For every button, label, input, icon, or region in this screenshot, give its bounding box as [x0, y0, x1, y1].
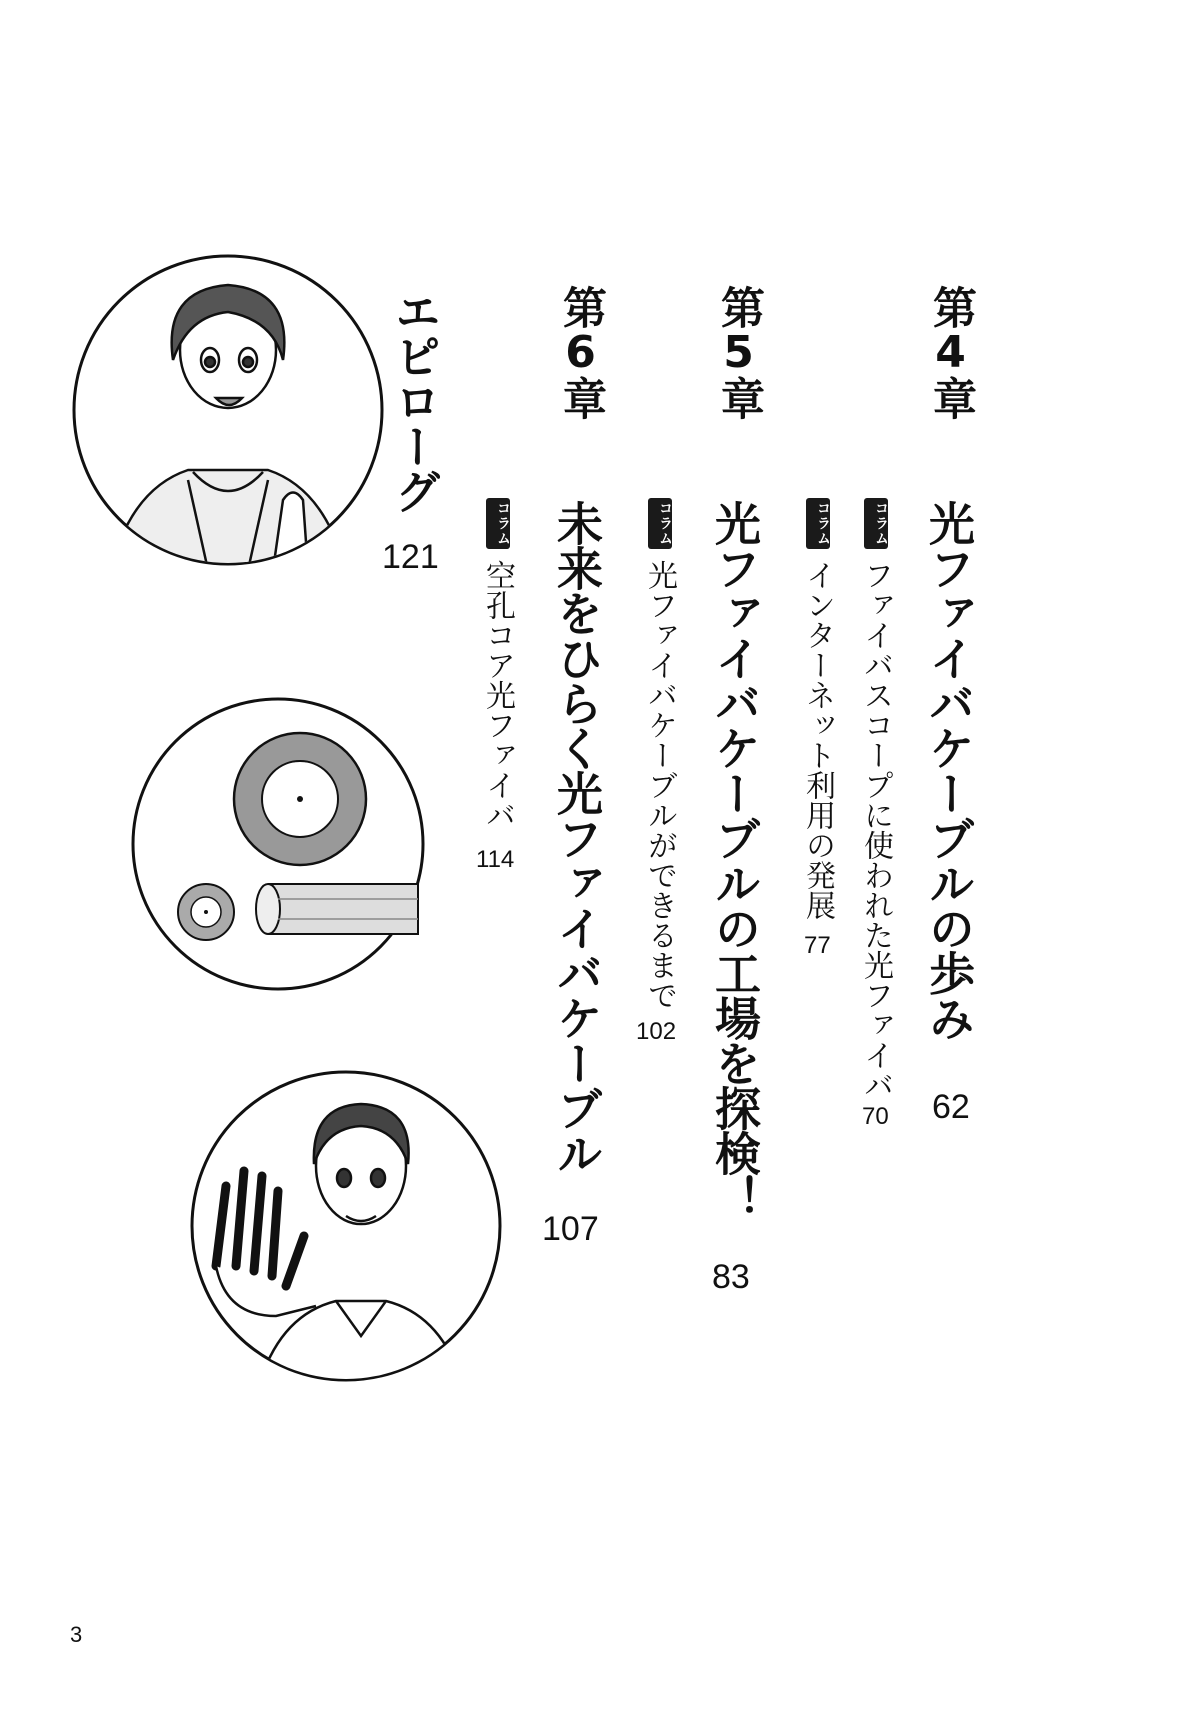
chapter-4-label: 第4章: [925, 285, 976, 418]
column-badge: コラム: [806, 498, 830, 549]
column-badge: コラム: [486, 498, 510, 549]
chapter-4-page: 62: [932, 1088, 970, 1126]
epilogue-page: 121: [382, 538, 439, 576]
chapter-6-column-title: 空孔コア光ファイバ: [480, 560, 515, 830]
page-number: 3: [70, 1622, 83, 1647]
chapter-4-column-2-title: インターネット利用の発展: [800, 560, 835, 920]
chapter-6-column-page: 114: [476, 846, 515, 873]
chapter-6-title: 未来をひらく光ファイバケーブル: [550, 500, 604, 1175]
chapter-4-title: 光ファイバケーブルの歩み: [922, 500, 976, 1040]
chapter-5-column-page: 102: [636, 1018, 677, 1045]
column-badge: コラム: [648, 498, 672, 549]
man-waving-icon: [186, 1066, 506, 1386]
epilogue-title: エピローグ: [388, 288, 442, 513]
chapter-6-page: 107: [542, 1210, 599, 1248]
woman-portrait-icon: [68, 250, 388, 570]
chapter-6-label: 第6章: [555, 285, 606, 418]
chapter-5-page: 83: [712, 1258, 750, 1296]
chapter-4-column-2-page: 77: [804, 932, 831, 959]
chapter-4-column-1-page: 70: [862, 1103, 889, 1130]
chapter-5-label: 第5章: [713, 285, 764, 418]
chapter-4-column-1-title: ファイバスコープに使われた光ファイバ: [858, 560, 893, 1100]
column-badge: コラム: [864, 498, 888, 549]
chapter-5-column-title: 光ファイバケーブルができるまで: [642, 560, 677, 1010]
fiber-cross-section-icon: [128, 694, 428, 994]
chapter-5-title: 光ファイバケーブルの工場を探検！: [708, 500, 762, 1220]
